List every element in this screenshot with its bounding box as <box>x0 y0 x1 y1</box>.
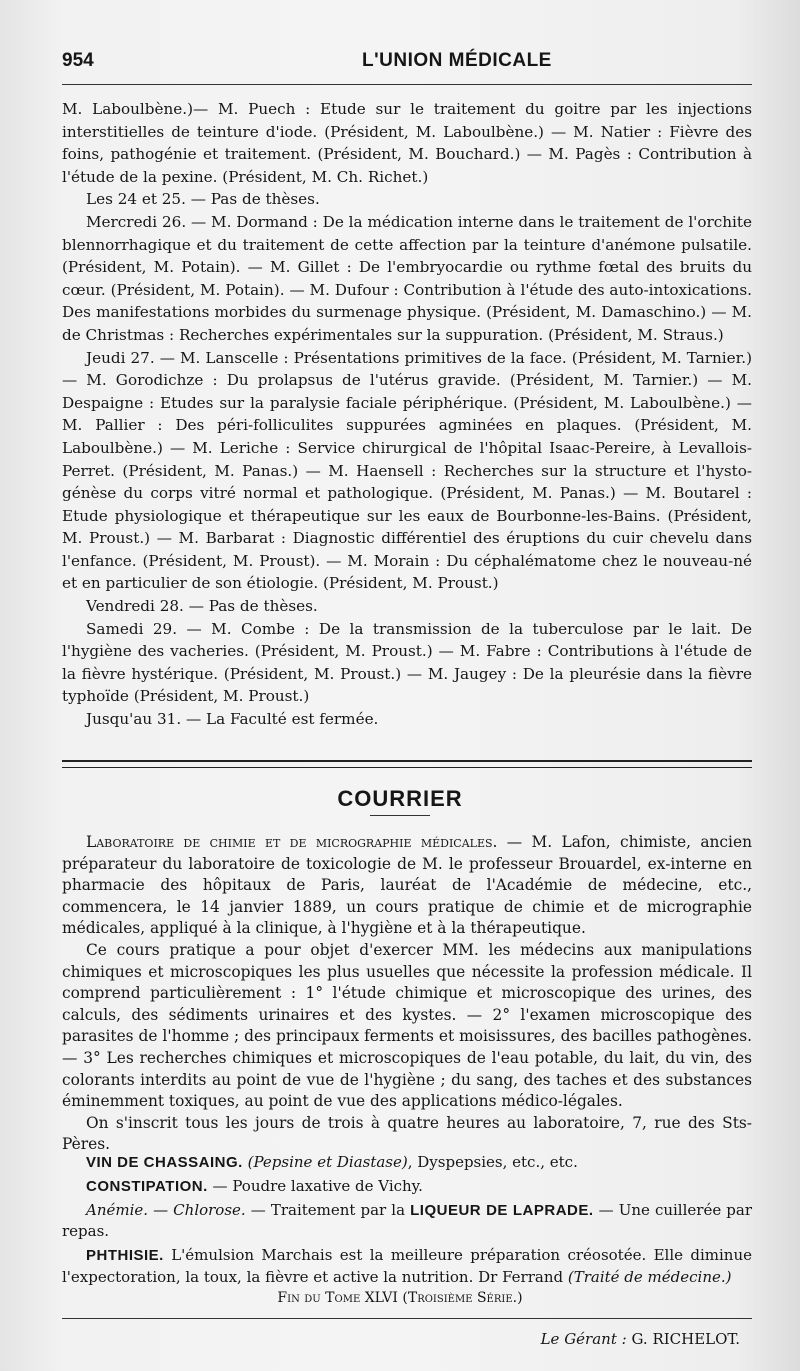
journal-title: L'UNION MÉDICALE <box>362 50 552 71</box>
ad-brand: PHTHISIE. <box>86 1247 164 1265</box>
ad-phthisie <box>62 1245 752 1289</box>
advertisements <box>62 1152 752 1291</box>
courrier-paragraph: On s'inscrit tous les jours de trois à quatre heures au laboratoire, 7, rue des Sts-Pères. <box>62 1113 752 1154</box>
courrier-text: — M. Lafon, chimiste, ancien préparateur du laboratoire de toxicologie de M. le professeur Brouardel, ex-interne en pharmacie des hôpitaux de Paris, lauréat de l'Académie de médecine, etc., commencera, le 14 janvier 1889, un cours pratique de chimie et de micrographie médicales, appliqué à la clinique, à l'hygiène et à la thérapeutique. <box>62 833 752 938</box>
ad-liqueur-de-laprade <box>62 1200 752 1244</box>
ad-brand: LIQUEUR DE LAPRADE. <box>410 1201 594 1219</box>
agenda-paragraph: Les 24 et 25. — Pas de thèses. <box>86 190 320 209</box>
ad-constipation <box>62 1176 752 1198</box>
ad-text: — Une cuillerée par repas. <box>62 1200 752 1241</box>
page-header <box>62 50 752 80</box>
courrier-section <box>62 832 752 1156</box>
courrier-paragraph: Ce cours pratique a pour objet d'exercer MM. les médecins aux manipulations chimiques et microscopiques les plus usuelles que nécessite la profession médicale. Il comprend particulièrement : 1° l'étude chimique et microscopique des urines, des calculs, des sédiments urinaires et des kystes. — 2° l'examen microscopique des parasites de l'homme ; des principaux ferments et moisissures, des bacilles pathogènes. — 3° Les recherches chimiques et microscopiques de l'eau potable, du lait, du vin, des colorants interdits au point de vue de l'hygiène ; du sang, des taches et des substances éminemment toxiques, au point de vue des applications médico-légales. <box>62 940 752 1111</box>
ad-brand: CONSTIPATION. <box>86 1177 208 1195</box>
manager-label: Le Gérant : <box>540 1330 627 1348</box>
section-title-rule <box>370 815 430 816</box>
ad-text: — Traitement par la <box>245 1200 411 1219</box>
courrier-paragraph <box>62 832 752 940</box>
thesis-agenda <box>62 98 752 731</box>
ad-text: , Dyspepsies, etc., etc. <box>407 1153 578 1171</box>
ad-italic: Anémie. — Chlorose. <box>86 1200 246 1219</box>
section-title: COURRIER <box>337 786 463 811</box>
header-rule <box>62 84 752 85</box>
ad-italic: (Traité de médecine.) <box>567 1267 732 1286</box>
page-number: 954 <box>62 50 94 71</box>
footer-rule <box>62 1318 752 1319</box>
agenda-paragraph: Vendredi 28. — Pas de thèses. <box>86 597 318 616</box>
lab-heading: Laboratoire de chimie et de micrographie médicales. <box>86 833 498 851</box>
ad-italic: (Pepsine et Diastase) <box>247 1153 408 1171</box>
manager-signature <box>541 1330 740 1348</box>
agenda-paragraph: Mercredi 26. — M. Dormand : De la médication interne dans le traitement de l'orchite blennorrhagique et du traitement de cette affection par la teinture d'anémone pulsatile. (Président, M. Potain). — M. Gillet : De l'embryocardie ou rythme fœtal des bruits du cœur. (Président, M. Potain). — M. Dufour : Contribution à l'étude des auto-intoxications. Des manifestations morbides du surmenage physique. (Président, M. Damaschino.) — M. de Christmas : Recherches expérimentales sur la suppuration. (Président, M. Straus.) <box>62 212 752 344</box>
end-of-volume-line: Fin du Tome XLVI (Troisième Série.) <box>277 1290 523 1306</box>
ad-text: — Poudre laxative de Vichy. <box>207 1176 423 1195</box>
agenda-paragraph: Samedi 29. — M. Combe : De la transmission de la tuberculose par le lait. De l'hygiène des vacheries. (Président, M. Proust.) — M. Fabre : Contributions à l'étude de la fièvre hystérique. (Président, M. Proust.) — M. Jaugey : De la pleurésie dans la fièvre typhoïde (Président, M. Proust.) <box>62 619 752 706</box>
agenda-paragraph: M. Laboulbène.)— M. Puech : Etude sur le traitement du goitre par les injections interstitielles de teinture d'iode. (Président, M. Laboulbène.) — M. Natier : Fièvre des foins, pathogénie et traitement. (Président, M. Bouchard.) — M. Pagès : Contribution à l'étude de la pexine. (Président, M. Ch. Richet.) <box>62 100 752 186</box>
ad-brand: VIN DE CHASSAING. <box>86 1154 243 1171</box>
agenda-paragraph: Jeudi 27. — M. Lanscelle : Présentations primitives de la face. (Président, M. Tarnier.) — M. Gorodichze : Du prolapsus de l'utérus gravide. (Président, M. Tarnier.) — M. Despaigne : Etudes sur la paralysie faciale périphérique. (Président, M. Laboulbène.) — M. Pallier : Des péri-folliculites suppurées agminées en plaques. (Président, M. Laboulbène.) — M. Leriche : Service chirurgical de l'hôpital Isaac-Pereire, à Levallois-Perret. (Président, M. Panas.) — M. Haensell : Recherches sur la structure et l'hysto-génèse du corps vitré normal et pathologique. (Président, M. Panas.) — M. Boutarel : Etude physiologique et thérapeutique sur les eaux de Bourbonne-les-Bains. (Président, M. Proust.) — M. Barbarat : Diagnostic différentiel des éruptions du cuir chevelu dans l'enfance. (Président, M. Proust). — M. Morain : Du céphalématome chez le nouveau-né et en particulier de son étiologie. (Président, M. Proust.) <box>62 348 752 593</box>
ad-text: L'émulsion Marchais est la meilleure préparation créosotée. Elle diminue l'expectoration, la toux, la fièvre et active la nutrition. Dr Ferrand <box>62 1246 752 1286</box>
manager-name: G. RICHELOT. <box>626 1330 740 1348</box>
section-divider <box>62 760 752 768</box>
agenda-paragraph: Jusqu'au 31. — La Faculté est fermée. <box>86 710 379 729</box>
ad-vin-de-chassaing <box>62 1152 752 1174</box>
